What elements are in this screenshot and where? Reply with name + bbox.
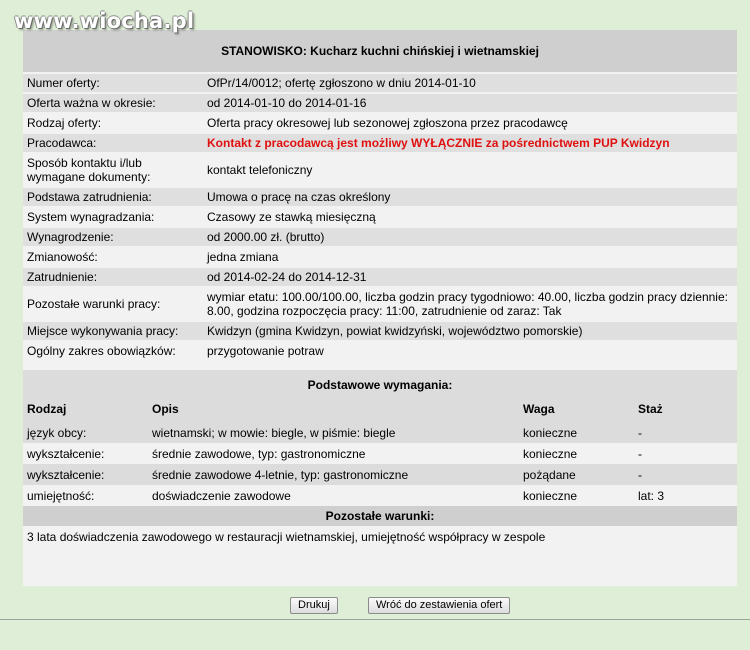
label-pay-system: System wynagradzania: — [23, 208, 203, 226]
label-shifts: Zmianowość: — [23, 248, 203, 266]
value-validity: od 2014-01-10 do 2014-01-16 — [203, 94, 737, 112]
bottom-divider — [0, 619, 750, 620]
cell-kind: wykształcenie: — [23, 464, 148, 485]
cell-kind: język obcy: — [23, 422, 148, 443]
label-employment-period: Zatrudnienie: — [23, 268, 203, 286]
row-validity — [23, 94, 737, 112]
value-offer-type: Oferta pracy okresowej lub sezonowej zgłoszona przez pracodawcę — [203, 114, 737, 132]
table-row — [23, 485, 737, 506]
label-offer-type: Rodzaj oferty: — [23, 114, 203, 132]
value-salary: od 2000.00 zł. (brutto) — [203, 228, 737, 246]
label-workplace: Miejsce wykonywania pracy: — [23, 322, 203, 340]
label-offer-number: Numer oferty: — [23, 74, 203, 92]
cell-description: średnie zawodowe 4-letnie, typ: gastronomiczne — [148, 464, 519, 485]
header-description: Opis — [152, 402, 179, 416]
row-other-work-conditions — [23, 288, 737, 320]
label-contact: Sposób kontaktu i/lub wymagane dokumenty: — [23, 154, 203, 186]
requirements-table — [23, 399, 737, 506]
requirements-header-row — [23, 399, 737, 422]
label-salary: Wynagrodzenie: — [23, 228, 203, 246]
watermark-logo: www.wiocha.pl — [14, 9, 195, 33]
other-conditions-text: 3 lata doświadczenia zawodowego w restauracji wietnamskiej, umiejętność współpracy w zespole — [27, 530, 546, 544]
label-employer: Pracodawca: — [23, 134, 203, 152]
cell-description: średnie zawodowe, typ: gastronomiczne — [148, 443, 519, 464]
other-conditions-title: Pozostałe warunki: — [23, 506, 737, 526]
cell-seniority: - — [634, 422, 737, 443]
value-workplace: Kwidzyn (gmina Kwidzyn, powiat kwidzyński, województwo pomorskie) — [203, 322, 737, 340]
label-other-work-conditions: Pozostałe warunki pracy: — [23, 288, 203, 320]
row-workplace — [23, 322, 737, 340]
value-employment-period: od 2014-02-24 do 2014-12-31 — [203, 268, 737, 286]
value-duties: przygotowanie potraw — [203, 342, 737, 360]
cell-seniority: - — [634, 443, 737, 464]
header-seniority: Staż — [638, 402, 663, 416]
row-duties — [23, 342, 737, 360]
cell-seniority: - — [634, 464, 737, 485]
requirements-section — [23, 370, 737, 526]
table-row — [23, 422, 737, 443]
page-title: STANOWISKO: Kucharz kuchni chińskiej i wietnamskiej — [23, 30, 737, 72]
print-button[interactable]: Drukuj — [290, 597, 338, 614]
cell-weight: konieczne — [519, 422, 634, 443]
offer-details-table — [23, 72, 737, 362]
cell-weight: konieczne — [519, 485, 634, 506]
cell-weight: pożądane — [519, 464, 634, 485]
value-pay-system: Czasowy ze stawką miesięczną — [203, 208, 737, 226]
value-contact: kontakt telefoniczny — [203, 154, 737, 186]
label-employment-basis: Podstawa zatrudnienia: — [23, 188, 203, 206]
value-employer: Kontakt z pracodawcą jest możliwy WYŁĄCZNIE za pośrednictwem PUP Kwidzyn — [203, 134, 737, 152]
cell-description: doświadczenie zawodowe — [148, 485, 519, 506]
cell-weight: konieczne — [519, 443, 634, 464]
row-employment-basis — [23, 188, 737, 206]
table-row — [23, 443, 737, 464]
header-kind: Rodzaj — [27, 402, 67, 416]
cell-kind: umiejętność: — [23, 485, 148, 506]
label-validity: Oferta ważna w okresie: — [23, 94, 203, 112]
value-shifts: jedna zmiana — [203, 248, 737, 266]
row-offer-type — [23, 114, 737, 132]
row-employment-period — [23, 268, 737, 286]
action-bar — [0, 597, 750, 617]
row-pay-system — [23, 208, 737, 226]
value-offer-number: OfPr/14/0012; ofertę zgłoszono w dniu 2014-01-10 — [203, 74, 737, 92]
row-contact — [23, 154, 737, 186]
value-employment-basis: Umowa o pracę na czas określony — [203, 188, 737, 206]
header-weight: Waga — [523, 402, 555, 416]
row-shifts — [23, 248, 737, 266]
table-row — [23, 464, 737, 485]
requirements-title: Podstawowe wymagania: — [307, 378, 453, 392]
cell-description: wietnamski; w mowie: biegle, w piśmie: biegle — [148, 422, 519, 443]
cell-seniority: lat: 3 — [634, 485, 737, 506]
row-employer — [23, 134, 737, 152]
job-offer-sheet — [23, 30, 737, 586]
row-offer-number — [23, 74, 737, 92]
value-other-work-conditions: wymiar etatu: 100.00/100.00, liczba godzin pracy tygodniowo: 40.00, liczba godzin pracy dziennie: 8.00, godzina rozpoczęcia pracy: 11:00, zatrudnienie od zaraz: Tak — [203, 288, 737, 320]
label-duties: Ogólny zakres obowiązków: — [23, 342, 203, 360]
row-salary — [23, 228, 737, 246]
back-to-offers-button[interactable]: Wróć do zestawienia ofert — [368, 597, 510, 614]
cell-kind: wykształcenie: — [23, 443, 148, 464]
